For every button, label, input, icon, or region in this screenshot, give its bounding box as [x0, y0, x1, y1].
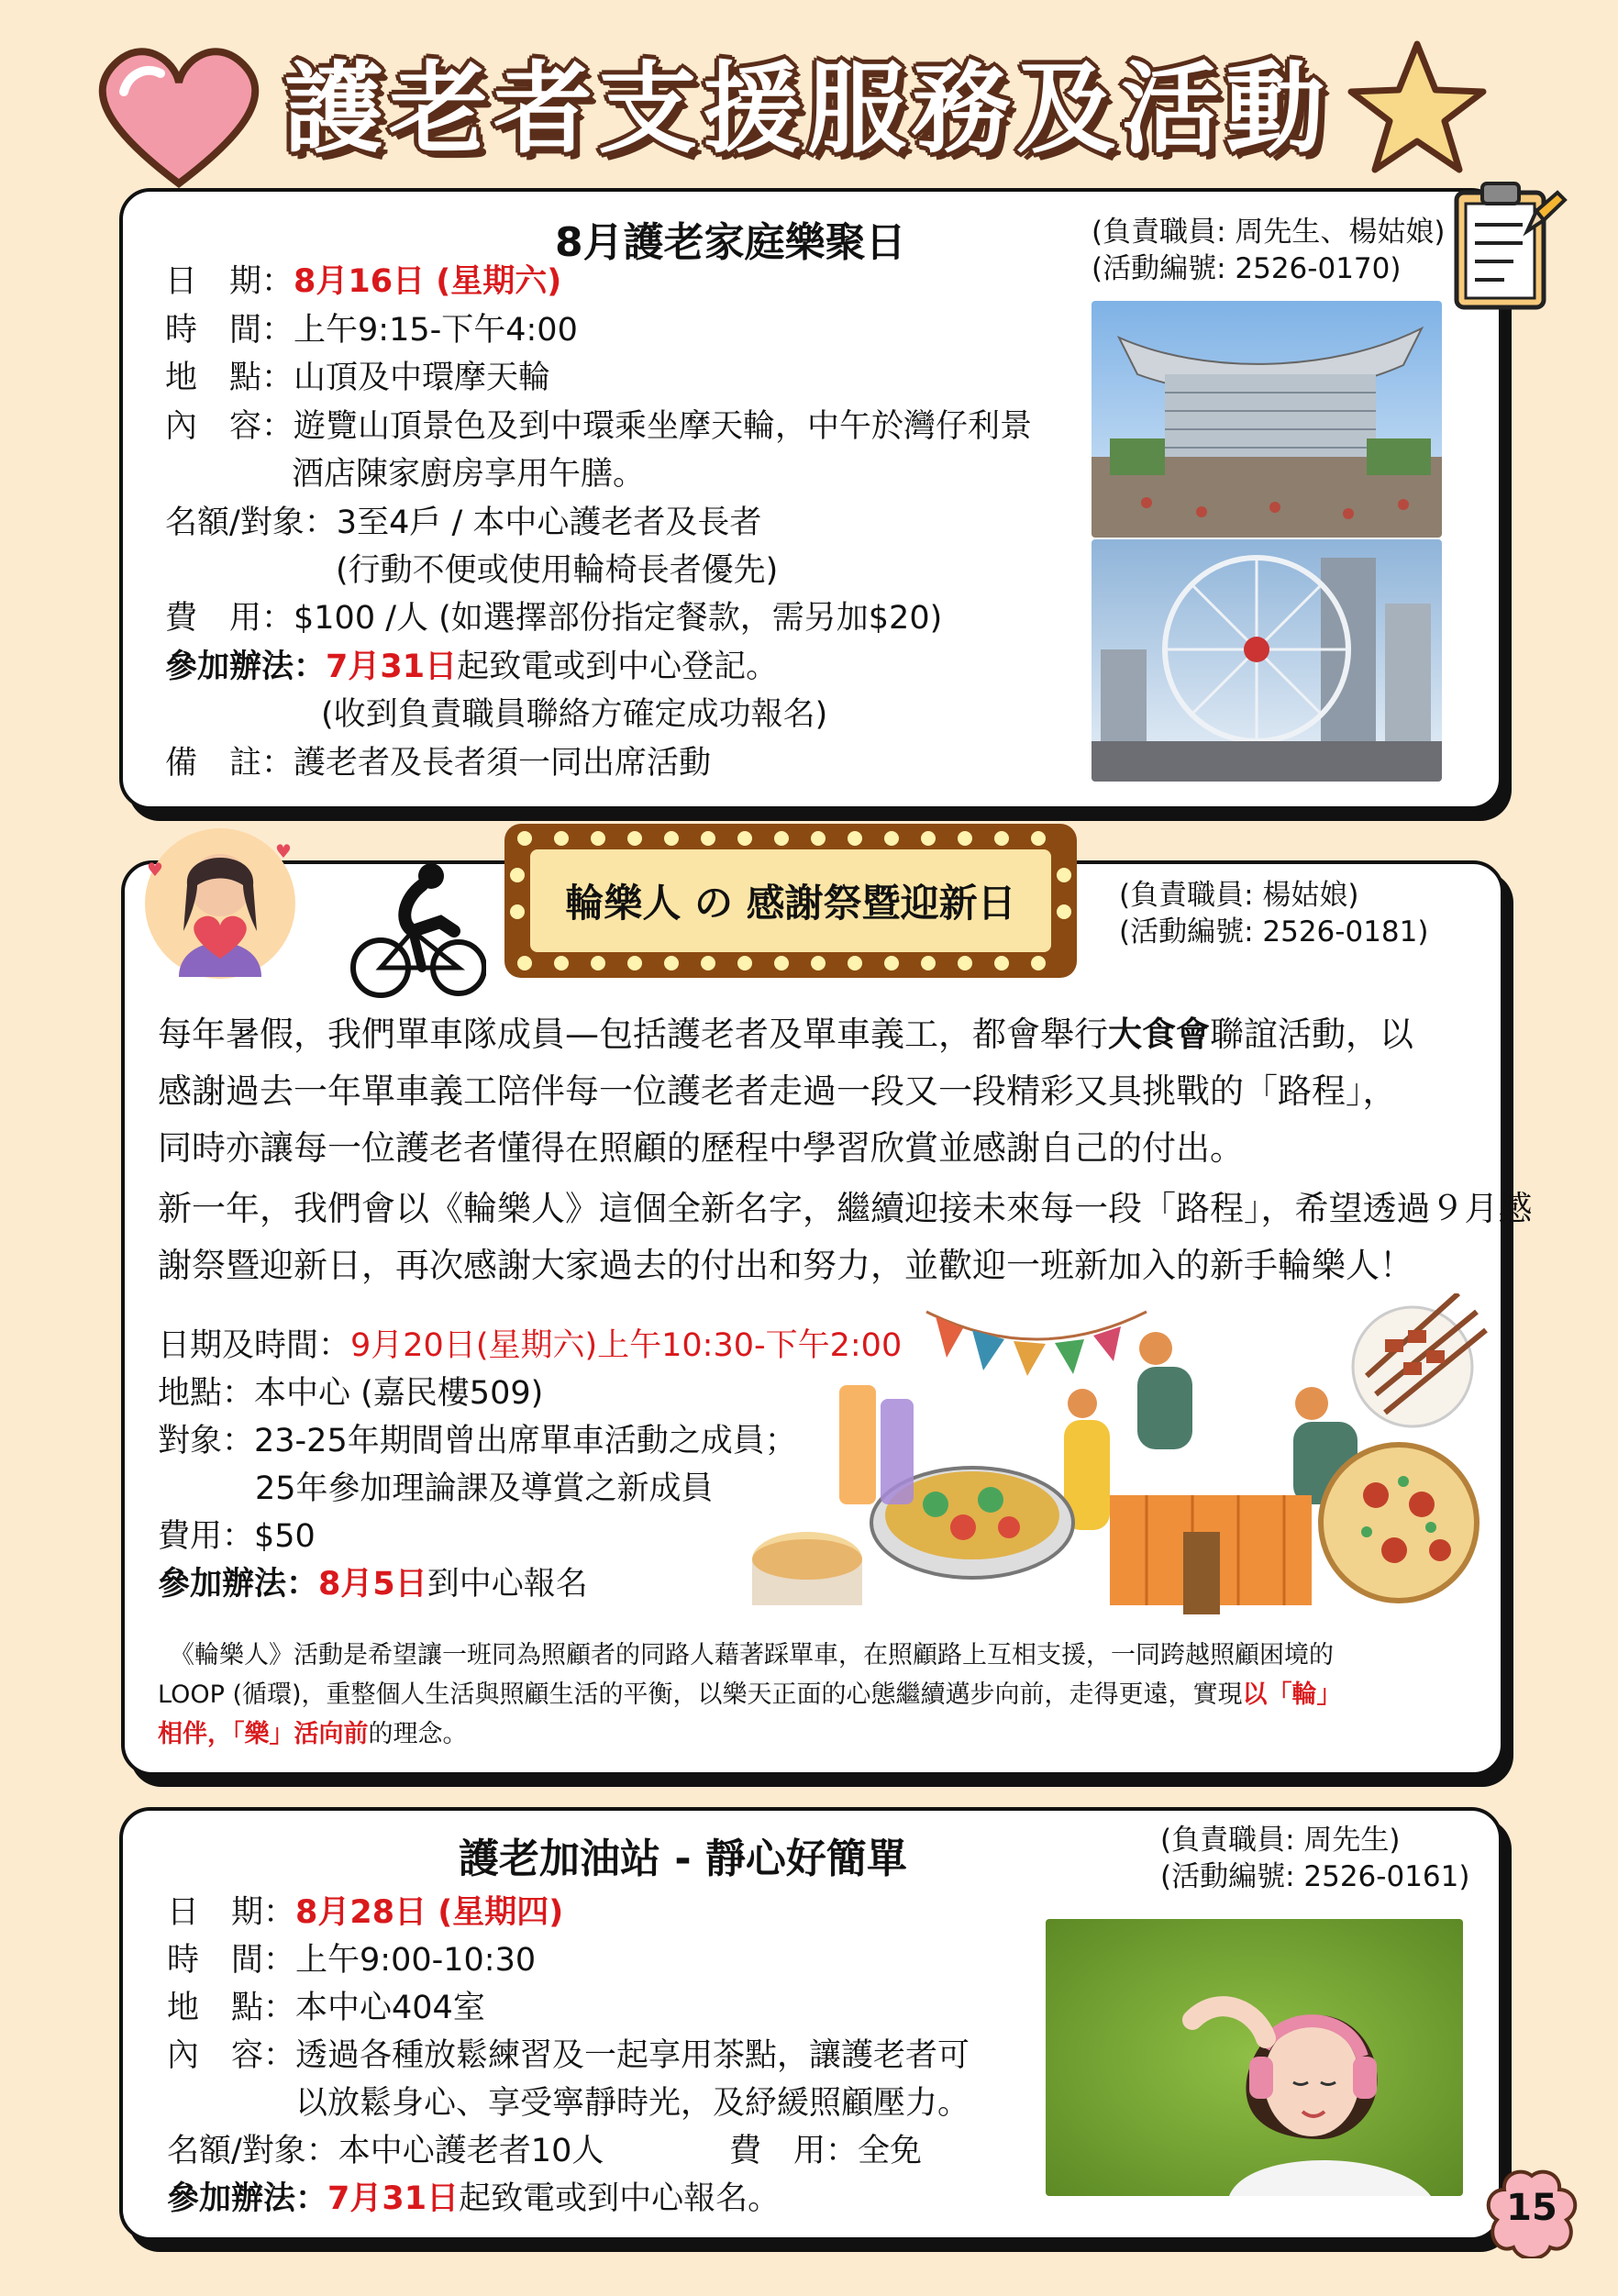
- banner-light-dot: [664, 831, 679, 846]
- event1-apply-row: [165, 647, 778, 687]
- event1-quota-value-2: (行動不便或使用輪椅長者優先): [336, 552, 779, 589]
- page-title: 護老者支援服務及活動: [283, 52, 1330, 167]
- event2-target-row: [158, 1421, 797, 1461]
- banner-light-dot: [1031, 956, 1046, 971]
- banner-light-dot: [554, 956, 569, 971]
- event2-fee-label: 費用：: [158, 1518, 255, 1555]
- event1-apply-value-2: (收到負責職員聯絡方確定成功報名): [321, 696, 828, 733]
- banner-light-dot: [510, 868, 525, 882]
- event1-content-label: 內 容：: [165, 408, 294, 445]
- event1-place-label: 地 點：: [165, 360, 294, 396]
- banner-light-dot: [884, 956, 899, 971]
- event3-time-value: 上午9:00-10:30: [295, 1942, 537, 1979]
- banner-light-dot: [1031, 831, 1046, 846]
- event2-para2-line2: 謝祭暨迎新日，再次感謝大家過去的付出和努力，並歡迎一班新加入的新手輪樂人！: [158, 1246, 1413, 1285]
- event3-apply-row: [167, 2179, 780, 2219]
- event3-date-row: [167, 1892, 563, 1933]
- banner-light-dot: [884, 831, 899, 846]
- event2-apply-value: 到中心報名: [427, 1566, 588, 1603]
- event3-date-label: 日 期：: [167, 1894, 296, 1931]
- banner-light-dot: [737, 831, 752, 846]
- banner-light-dot: [554, 831, 569, 846]
- event3-place-label: 地 點：: [167, 1990, 296, 2026]
- banner-light-dot: [591, 831, 605, 846]
- event3-apply-date: 7月31日: [327, 2180, 460, 2217]
- event2-target-value-2: 25年參加理論課及導賞之新成員: [255, 1470, 714, 1507]
- event2-code: (活動編號: 2526-0181): [1119, 915, 1429, 948]
- event1-fee-value: $100 /人 (如選擇部份指定餐款，需另加$20): [294, 600, 943, 637]
- banner-light-dot: [627, 956, 642, 971]
- banner-light-dot: [994, 956, 1009, 971]
- banner-light-dot: [664, 956, 679, 971]
- event1-time-row: [165, 310, 578, 350]
- event2-para1-line1: [158, 1007, 1413, 1062]
- event1-title: 8月護老家庭樂聚日: [555, 219, 906, 266]
- event3-time-row: [167, 1940, 536, 1980]
- event2-title: 輪樂人 の 感謝祭暨迎新日: [565, 881, 1016, 926]
- banner-light-dot: [1057, 868, 1071, 882]
- woman-heart-illustration: [128, 821, 312, 986]
- clipboard-icon: [1449, 174, 1568, 316]
- event2-apply-date: 8月5日: [318, 1566, 427, 1603]
- event3-quota-label: 名額/對象：: [167, 2133, 338, 2169]
- page-number: 15: [1506, 2187, 1557, 2229]
- event2-place-row: [158, 1373, 543, 1414]
- event3-code: (活動編號: 2526-0161): [1160, 1860, 1470, 1893]
- event2-note-line2-red: 以「輪」: [1242, 1680, 1342, 1709]
- banner-light-dot: [627, 831, 642, 846]
- event1-date-value: 8月16日 (星期六): [294, 263, 562, 300]
- event1-place-row: [165, 358, 550, 398]
- event3-fee-label: 費 用：: [729, 2133, 859, 2169]
- event3-content-row: [167, 2035, 970, 2076]
- event2-datetime-value: 9月20日(星期六)上午10:30-下午2:00: [350, 1327, 903, 1364]
- event3-apply-label: 參加辦法：: [167, 2180, 328, 2217]
- banner-light-dot: [921, 831, 936, 846]
- event3-apply-value: 起致電或到中心報名。: [459, 2180, 781, 2217]
- banner-light-dot: [994, 831, 1009, 846]
- banner-light-dot: [701, 956, 715, 971]
- event2-place-label: 地點：: [158, 1375, 255, 1412]
- event1-apply-label: 參加辦法：: [165, 649, 327, 685]
- event2-para1-a: 每年暑假，我們單車隊成員—包括護老者及單車義工，都會舉行: [158, 1015, 1108, 1054]
- event1-remark-value: 護老者及長者須一同出席活動: [294, 745, 712, 782]
- event2-datetime-label: 日期及時間：: [158, 1327, 351, 1364]
- event2-note-line1: 《輪樂人》活動是希望讓一班同為照顧者的同路人藉著踩單車，在照顧路上互相支援，一同跨越照顧困境的: [170, 1641, 1334, 1669]
- event1-content-row: [165, 406, 1032, 447]
- event1-quota-row: [165, 503, 761, 543]
- event3-place-row: [167, 1988, 485, 2028]
- event1-apply-date: 7月31日: [326, 649, 458, 685]
- event2-title-plate: [530, 849, 1051, 952]
- event2-title-banner: [504, 824, 1077, 978]
- banner-light-dot: [958, 956, 972, 971]
- event3-time-label: 時 間：: [167, 1942, 296, 1979]
- event2-para1-line2: 感謝過去一年單車義工陪伴每一位護老者走過一段又一段精彩又具挑戰的「路程」，: [158, 1071, 1397, 1111]
- svg-text:♥: ♥: [147, 859, 163, 881]
- event1-staff: (負責職員: 周先生、楊姑娘): [1092, 216, 1446, 249]
- event1-quota-value-1: 3至4戶 / 本中心護老者及長者: [336, 505, 762, 541]
- banner-light-dot: [1057, 904, 1071, 919]
- banner-light-dot: [774, 956, 789, 971]
- event3-quota-value: 本中心護老者10人: [338, 2133, 604, 2169]
- event1-remark-label: 備 註：: [165, 745, 294, 782]
- banner-light-dot: [848, 831, 862, 846]
- event2-target-value-1: 23-25年期間曾出席單車活動之成員；: [254, 1423, 797, 1459]
- banner-light-dot: [848, 956, 862, 971]
- peak-tower-photo: [1092, 301, 1442, 538]
- event3-fee-value: 全免: [858, 2133, 923, 2169]
- banner-light-dot: [701, 831, 715, 846]
- event3-content-label: 內 容：: [167, 2037, 296, 2074]
- event1-time-label: 時 間：: [165, 312, 294, 349]
- banner-light-dot: [921, 956, 936, 971]
- banner-light-dot: [517, 831, 532, 846]
- event1-date-label: 日 期：: [165, 263, 294, 300]
- event1-content-value-1: 遊覽山頂景色及到中環乘坐摩天輪，中午於灣仔利景: [294, 408, 1033, 445]
- event1-place-value: 山頂及中環摩天輪: [294, 360, 551, 396]
- event2-para1-b: 聯誼活動，以: [1210, 1015, 1413, 1054]
- party-food-illustration: [743, 1293, 1495, 1624]
- event1-apply-value: 起致電或到中心登記。: [457, 649, 779, 685]
- event1-content-value-2: 酒店陳家廚房享用午膳。: [292, 456, 646, 493]
- event3-fee-row: [729, 2131, 922, 2171]
- event2-note-line2: [158, 1677, 1342, 1714]
- event3-staff: (負責職員: 周先生): [1160, 1824, 1401, 1857]
- cyclist-icon: [349, 858, 486, 1004]
- event2-note-line3: [158, 1716, 468, 1753]
- banner-light-dot: [510, 904, 525, 919]
- event2-fee-row: [158, 1516, 316, 1557]
- event2-apply-row: [158, 1564, 588, 1604]
- event2-place-value: 本中心 (嘉民樓509): [254, 1375, 544, 1412]
- event2-fee-value: $50: [254, 1518, 316, 1555]
- banner-light-dot: [517, 956, 532, 971]
- svg-text:♥: ♥: [275, 840, 292, 862]
- event2-para2-line1: 新一年，我們會以《輪樂人》這個全新名字，繼續迎接未來每一段「路程」，希望透過９月感: [158, 1189, 1533, 1228]
- event3-content-value-1: 透過各種放鬆練習及一起享用茶點，讓護老者可: [295, 2037, 970, 2074]
- banner-light-dot: [811, 831, 826, 846]
- banner-light-dot: [591, 956, 605, 971]
- event2-para1-bold: 大食會: [1108, 1015, 1210, 1054]
- event3-date-value: 8月28日 (星期四): [295, 1894, 564, 1931]
- event1-quota-label: 名額/對象：: [165, 505, 337, 541]
- event2-target-label: 對象：: [158, 1423, 255, 1459]
- event1-time-value: 上午9:15-下午4:00: [294, 312, 578, 349]
- event2-para1-line3: 同時亦讓每一位護老者懂得在照顧的歷程中學習欣賞並感謝自己的付出。: [158, 1128, 1244, 1168]
- banner-light-dot: [811, 956, 826, 971]
- page-number-badge: [1486, 2167, 1578, 2258]
- banner-light-dot: [774, 831, 789, 846]
- event1-fee-label: 費 用：: [165, 600, 294, 637]
- event2-note-line2-a: LOOP (循環)，重整個人生活與照顧生活的平衡，以樂天正面的心態繼續邁步向前，走得更遠，實現: [158, 1680, 1243, 1709]
- heart-icon: [87, 37, 271, 193]
- event1-code: (活動編號: 2526-0170): [1092, 252, 1402, 285]
- banner-light-dot: [958, 831, 972, 846]
- event1-fee-row: [165, 598, 942, 638]
- event1-remark-row: [165, 743, 711, 783]
- event2-staff: (負責職員: 楊姑娘): [1119, 879, 1359, 912]
- event3-quota-row: [167, 2131, 604, 2171]
- event2-note-line3-red: 相伴，「樂」活向前: [158, 1720, 369, 1748]
- star-icon: [1344, 37, 1491, 179]
- event3-place-value: 本中心404室: [295, 1990, 485, 2026]
- event2-apply-label: 參加辦法：: [158, 1566, 319, 1603]
- banner-light-dot: [737, 956, 752, 971]
- relaxing-woman-photo: [1046, 1919, 1463, 2196]
- event1-date-row: [165, 261, 561, 302]
- ferris-wheel-photo: [1092, 539, 1442, 782]
- event2-note-line3-b: 的理念。: [368, 1720, 468, 1748]
- event3-content-value-2: 以放鬆身心、享受寧靜時光，及紓緩照顧壓力。: [295, 2085, 970, 2122]
- event3-title: 護老加油站 - 靜心好簡單: [459, 1836, 907, 1882]
